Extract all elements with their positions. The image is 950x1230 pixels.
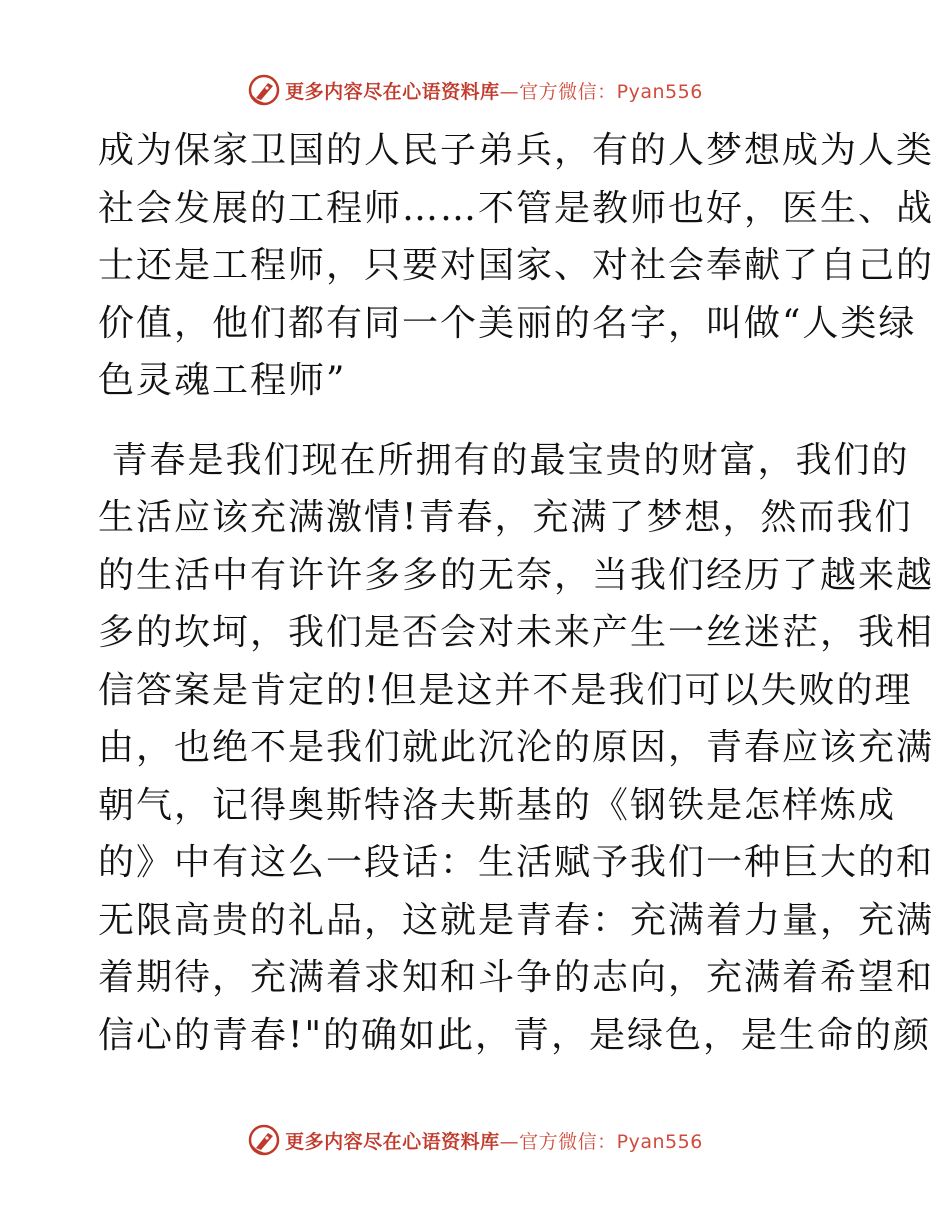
document-body <box>98 122 935 1064</box>
text-line: 的》中有这么一段话：生活赋予我们一种巨大的和 <box>98 842 935 883</box>
text-line: 社会发展的工程师……不管是教师也好，医生、战 <box>98 187 935 229</box>
text-line: 无限高贵的礼品，这就是青春：充满着力量，充满 <box>98 899 935 941</box>
footer-banner <box>0 1122 950 1158</box>
footer-brand-text: 更多内容尽在心语资料库 <box>285 1130 500 1153</box>
text-line: 青春是我们现在所拥有的最宝贵的财富，我们的 <box>98 439 910 481</box>
header-contact-text: —官方微信：Pyan556 <box>499 80 703 103</box>
text-line: 生活应该充满激情!青春，充满了梦想，然而我们 <box>98 497 913 538</box>
text-line: 信答案是肯定的!但是这并不是我们可以失败的理 <box>98 669 913 711</box>
text-line: 多的坎坷，我们是否会对未来产生一丝迷茫，我相 <box>98 612 935 653</box>
text-line: 由，也绝不是我们就此沉沦的原因，青春应该充满 <box>98 727 935 768</box>
text-line: 的生活中有许许多多的无奈，当我们经历了越来越 <box>98 554 935 596</box>
pen-nib-circle-icon <box>247 1123 281 1157</box>
paragraph-1 <box>98 122 935 410</box>
text-line: 信心的青春!"的确如此，青，是绿色，是生命的颜 <box>98 1014 932 1056</box>
header-brand-text: 更多内容尽在心语资料库 <box>285 80 500 103</box>
paragraph-2 <box>98 432 935 1065</box>
text-line: 色灵魂工程师” <box>98 360 347 401</box>
header-banner <box>0 72 950 108</box>
text-line: 朝气，记得奥斯特洛夫斯基的《钢铁是怎样炼成 <box>98 784 897 826</box>
text-line: 价值，他们都有同一个美丽的名字，叫做“人类绿 <box>98 302 917 344</box>
footer-contact-text: —官方微信：Pyan556 <box>499 1130 703 1153</box>
text-line: 着期待，充满着求知和斗争的志向，充满着希望和 <box>98 957 935 998</box>
pen-nib-circle-icon <box>247 73 281 107</box>
text-line: 士还是工程师，只要对国家、对社会奉献了自己的 <box>98 245 935 286</box>
text-line: 成为保家卫国的人民子弟兵，有的人梦想成为人类 <box>98 130 935 171</box>
